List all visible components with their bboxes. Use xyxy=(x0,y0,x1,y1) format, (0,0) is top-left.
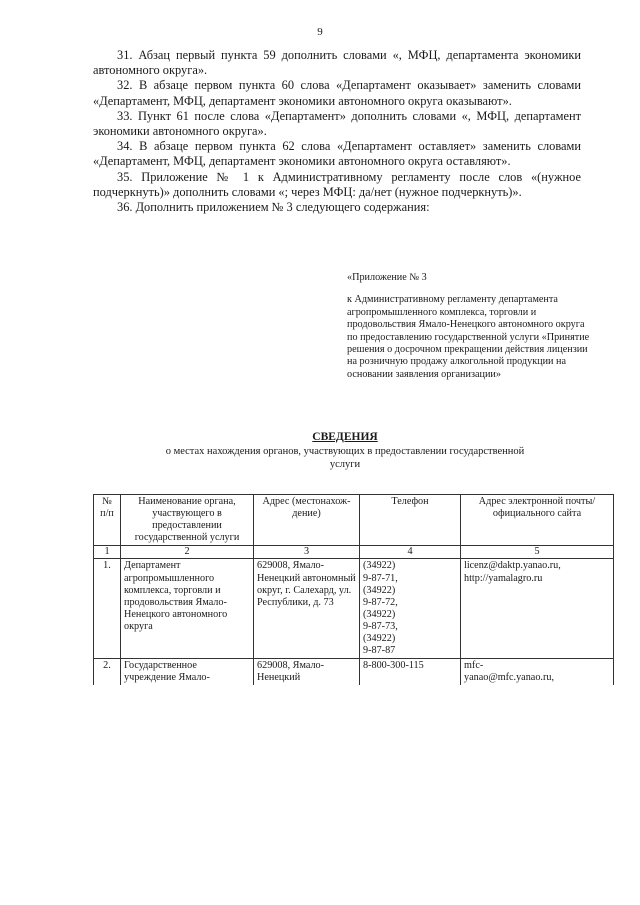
appendix-title: «Приложение № 3 xyxy=(347,272,427,283)
header-address: Адрес (местонахож-дение) xyxy=(254,495,360,546)
column-number: 2 xyxy=(121,546,254,559)
table-header-row xyxy=(94,495,614,546)
table-row xyxy=(94,559,614,659)
phone-line: 9-87-72, xyxy=(363,596,398,608)
organ-phones xyxy=(360,659,461,686)
paragraph-33: 33. Пункт 61 после слова «Департамент» дополнить словами «, МФЦ, департамент экономики автономного округа». xyxy=(93,108,581,139)
organ-address: 629008, Ямало-Ненецкий автономный округ, г. Салехард, ул. Республики, д. 73 xyxy=(254,559,360,659)
appendix-description: к Административному регламенту департамента агропромышленного комплекса, торговли и продовольствия Ямало-Ненецкого автономного округа по предоставлению государственной услуги «Принятие решения о досрочном прекращении действия лицензии на розничную продажу алкогольной продукции на основании заявления организации» xyxy=(347,294,590,380)
row-number: 2. xyxy=(94,659,121,686)
header-organ-name: Наименование органа, участвующего в предоставлении государственной услуги xyxy=(121,495,254,546)
row-number: 1. xyxy=(94,559,121,659)
phone-line: 9-87-73, xyxy=(363,620,398,632)
organizations-table xyxy=(93,494,614,685)
phone-line: (34922) xyxy=(363,584,396,596)
info-title: СВЕДЕНИЯ xyxy=(312,431,378,443)
email-link-part[interactable]: yanao@mfc.yanao.ru, xyxy=(464,672,554,684)
paragraph-32: 32. В абзаце первом пункта 60 слова «Департамент оказывает» заменить словами «Департамент, МФЦ, департамент экономики автономного округа оказывают». xyxy=(93,78,581,108)
page-number: 9 xyxy=(317,26,323,38)
appendix-header xyxy=(347,272,597,381)
phone-line: (34922) xyxy=(363,633,396,645)
paragraph-31: 31. Абзац первый пункта 59 дополнить словами «, МФЦ, департамента экономики автономного округа». xyxy=(93,48,581,78)
organ-name: Департамент агропромышленного комплекса, торговли и продовольствия Ямало-Ненецкого автономного округа xyxy=(121,559,254,659)
header-number: № п/п xyxy=(94,495,121,546)
header-phone: Телефон xyxy=(360,495,461,546)
column-number: 5 xyxy=(461,546,614,559)
phone-line: 8-800-300-115 xyxy=(363,660,424,672)
website-link[interactable]: http://yamalagro.ru xyxy=(464,572,543,584)
organ-address: 629008, Ямало-Ненецкий xyxy=(254,659,360,686)
table-row xyxy=(94,659,614,686)
header-email-site: Адрес электронной почты/официального сайта xyxy=(461,495,614,546)
paragraph-36: 36. Дополнить приложением № 3 следующего содержания: xyxy=(117,200,430,215)
email-link[interactable]: licenz@daktp.yanao.ru, xyxy=(464,560,561,572)
column-number: 4 xyxy=(360,546,461,559)
paragraph-34: 34. В абзаце первом пункта 62 слова «Департамент оставляет» заменить словами «Департамент, МФЦ, департамент экономики автономного округа оставляют». xyxy=(93,139,581,169)
column-number: 1 xyxy=(94,546,121,559)
organ-contacts xyxy=(461,559,614,659)
column-number: 3 xyxy=(254,546,360,559)
organ-contacts xyxy=(461,659,614,686)
info-subtitle: о местах нахождения органов, участвующих в предоставлении государственной услуги xyxy=(165,446,525,470)
column-numbers-row xyxy=(94,546,614,559)
phone-line: 9-87-71, xyxy=(363,572,398,584)
phone-line: 9-87-87 xyxy=(363,645,396,657)
organ-phones xyxy=(360,559,461,659)
email-link-part[interactable]: mfc- xyxy=(464,660,484,672)
paragraph-35: 35. Приложение № 1 к Административному регламенту после слов «(нужное подчеркнуть)» дополнить словами «; через МФЦ: да/нет (нужное подчеркнуть)». xyxy=(93,169,581,199)
phone-line: (34922) xyxy=(363,560,396,572)
amendments-text xyxy=(93,48,581,215)
phone-line: (34922) xyxy=(363,608,396,620)
organ-name: Государственное учреждение Ямало- xyxy=(121,659,254,686)
